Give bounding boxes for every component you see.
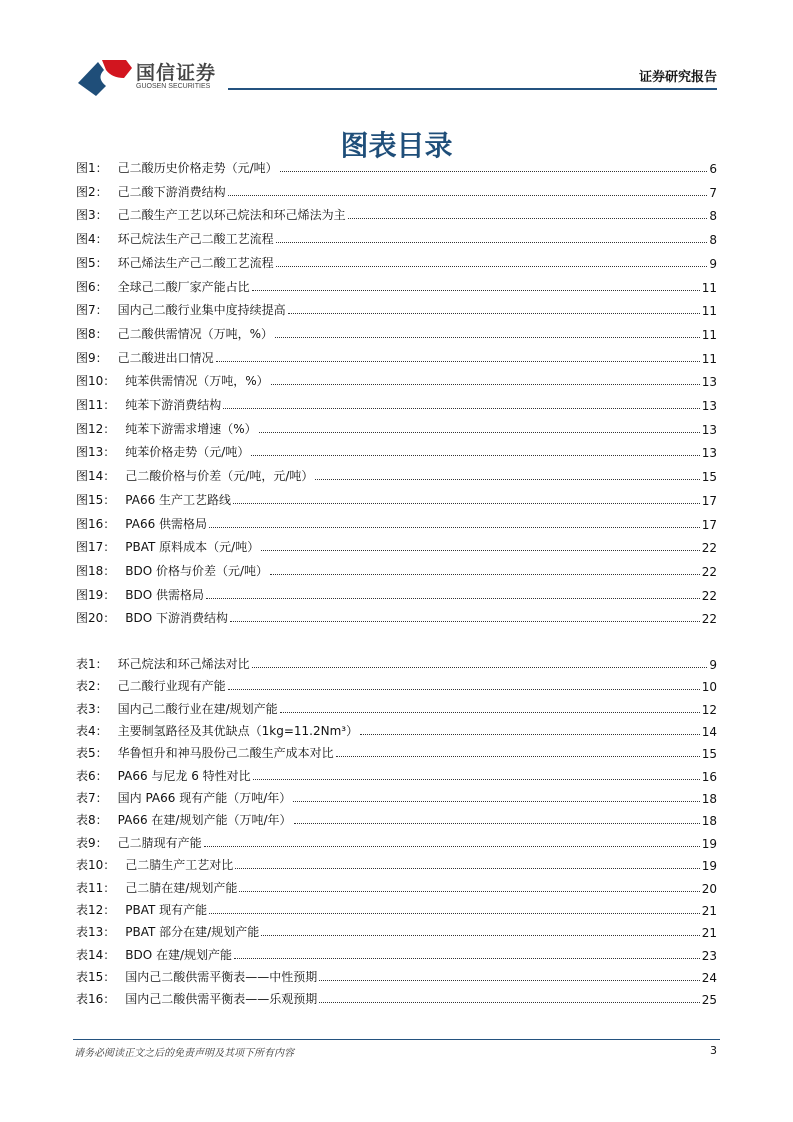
table-toc-entry[interactable] xyxy=(76,878,717,896)
entry-label: 图9： xyxy=(76,350,108,365)
entry-page: 17 xyxy=(701,493,717,508)
leader-dots xyxy=(288,313,700,314)
logo-english-name: GUOSEN SECURITIES xyxy=(136,83,211,90)
entry-label: 图8： xyxy=(76,326,108,341)
entry-page: 24 xyxy=(701,970,717,985)
figure-toc-entry[interactable] xyxy=(76,300,717,318)
entry-page: 18 xyxy=(701,814,717,829)
entry-page: 19 xyxy=(701,859,717,874)
entry-page: 22 xyxy=(701,541,717,556)
entry-label: 表14： xyxy=(76,947,116,962)
leader-dots xyxy=(235,868,699,869)
entry-title: BDO 在建/规划产能 xyxy=(125,947,233,962)
leader-dots xyxy=(360,734,700,735)
entry-title: 环己烯法生产己二酸工艺流程 xyxy=(117,255,274,270)
leader-dots xyxy=(228,195,708,196)
entry-page: 13 xyxy=(701,422,717,437)
figure-toc-entry[interactable] xyxy=(76,277,717,295)
figure-toc-entry[interactable] xyxy=(76,395,717,413)
entry-title: PBAT 部分在建/规划产能 xyxy=(125,925,260,940)
entry-page: 18 xyxy=(701,792,717,807)
entry-page: 15 xyxy=(701,470,717,485)
entry-title: 国内己二酸行业集中度持续提高 xyxy=(117,303,286,318)
table-toc-entry[interactable] xyxy=(76,922,717,940)
entry-label: 图16： xyxy=(76,516,116,531)
entry-title: 己二酸价格与价差（元/吨，元/吨） xyxy=(125,469,314,484)
leader-dots xyxy=(276,242,708,243)
figure-toc-entry[interactable] xyxy=(76,158,717,176)
entry-page: 8 xyxy=(709,233,717,248)
entry-label: 图2： xyxy=(76,184,108,199)
entry-label: 表7： xyxy=(76,791,108,806)
entry-title: 纯苯供需情况（万吨，%） xyxy=(125,374,269,389)
table-toc-entry[interactable] xyxy=(76,676,717,694)
entry-page: 13 xyxy=(701,446,717,461)
entry-title: 主要制氢路径及其优缺点（1kg=11.2Nm³） xyxy=(117,724,359,739)
entry-label: 图20： xyxy=(76,611,116,626)
leader-dots xyxy=(209,913,700,914)
entry-page: 21 xyxy=(701,903,717,918)
entry-page: 17 xyxy=(701,517,717,532)
entry-title: 环己烷法和环己烯法对比 xyxy=(117,657,250,671)
leader-dots xyxy=(280,171,708,172)
entry-page: 22 xyxy=(701,588,717,603)
table-toc-entry[interactable] xyxy=(76,699,717,717)
entry-page: 25 xyxy=(701,993,717,1008)
entry-title: BDO 价格与价差（元/吨） xyxy=(125,563,269,578)
entry-title: 国内己二酸行业在建/规划产能 xyxy=(117,701,278,716)
table-toc-entry[interactable] xyxy=(76,810,717,828)
entry-title: PA66 与尼龙 6 特性对比 xyxy=(117,768,251,783)
leader-dots xyxy=(216,361,700,362)
table-toc-entry[interactable] xyxy=(76,989,717,1007)
entry-label: 图15： xyxy=(76,492,116,507)
entry-title: 己二酸进出口情况 xyxy=(117,350,214,365)
leader-dots xyxy=(223,408,699,409)
figure-toc-entry[interactable] xyxy=(76,490,717,508)
entry-page: 22 xyxy=(701,612,717,627)
leader-dots xyxy=(251,455,699,456)
entry-page: 19 xyxy=(701,836,717,851)
entry-title: 己二酸生产工艺以环己烷法和环己烯法为主 xyxy=(117,208,346,223)
leader-dots xyxy=(271,384,700,385)
entry-page: 12 xyxy=(701,702,717,717)
table-toc-entry[interactable] xyxy=(76,721,717,739)
leader-dots xyxy=(230,621,700,622)
figure-toc-entry[interactable] xyxy=(76,348,717,366)
entry-title: 华鲁恒升和神马股份己二酸生产成本对比 xyxy=(117,746,334,761)
logo-chinese-name: 国信证券 xyxy=(136,62,217,84)
entry-page: 6 xyxy=(709,162,717,176)
leader-dots xyxy=(259,432,700,433)
entry-page: 15 xyxy=(701,747,717,762)
entry-page: 13 xyxy=(701,399,717,413)
entry-page: 22 xyxy=(701,564,717,579)
leader-dots xyxy=(315,479,699,480)
report-type: 证券研究报告 xyxy=(638,70,717,85)
leader-dots xyxy=(204,846,700,847)
entry-title: 己二酸供需情况（万吨，%） xyxy=(117,326,274,341)
entry-label: 表2： xyxy=(76,679,108,694)
entry-label: 图7： xyxy=(76,303,108,318)
entry-title: 环己烷法生产己二酸工艺流程 xyxy=(117,232,274,247)
page-title: 图表目录 xyxy=(340,129,453,162)
entry-label: 图3： xyxy=(76,208,108,223)
entry-title: 纯苯下游消费结构 xyxy=(125,398,222,412)
entry-title: 己二酸历史价格走势（元/吨） xyxy=(117,161,278,175)
entry-title: PA66 供需格局 xyxy=(125,516,208,531)
footer-divider xyxy=(73,1039,720,1040)
entry-label: 表15： xyxy=(76,969,116,984)
entry-page: 11 xyxy=(701,327,717,342)
figure-toc-entry[interactable] xyxy=(76,537,717,555)
entry-title: 纯苯下游需求增速（%） xyxy=(125,421,257,436)
leader-dots xyxy=(280,712,700,713)
entry-title: PBAT 原料成本（元/吨） xyxy=(125,540,260,555)
leader-dots xyxy=(294,823,700,824)
entry-label: 图17： xyxy=(76,540,116,555)
figure-toc-entry[interactable] xyxy=(76,229,717,247)
leader-dots xyxy=(319,1002,699,1003)
entry-label: 表3： xyxy=(76,701,108,716)
leader-dots xyxy=(275,337,700,338)
entry-page: 7 xyxy=(709,185,717,200)
table-toc-entry[interactable] xyxy=(76,788,717,806)
figure-toc-entry[interactable] xyxy=(76,205,717,223)
entry-label: 图5： xyxy=(76,255,108,270)
entry-label: 表13： xyxy=(76,925,116,940)
entry-title: BDO 下游消费结构 xyxy=(125,611,229,626)
entry-title: 己二腈现有产能 xyxy=(117,835,202,850)
entry-title: 国内己二酸供需平衡表——中性预期 xyxy=(125,969,318,984)
leader-dots xyxy=(261,550,700,551)
entry-title: PA66 生产工艺路线 xyxy=(125,492,232,507)
figure-toc-entry[interactable] xyxy=(76,182,717,200)
figure-toc-entry[interactable] xyxy=(76,442,717,460)
entry-label: 图6： xyxy=(76,279,108,294)
entry-page: 11 xyxy=(701,351,717,366)
entry-label: 表11： xyxy=(76,880,116,895)
figure-toc-entry[interactable] xyxy=(76,419,717,437)
entry-label: 表6： xyxy=(76,768,108,783)
table-toc-entry[interactable] xyxy=(76,766,717,784)
entry-label: 图10： xyxy=(76,374,116,389)
entry-title: 己二腈生产工艺对比 xyxy=(125,858,234,873)
entry-page: 14 xyxy=(701,725,717,740)
leader-dots xyxy=(348,218,708,219)
entry-label: 图18： xyxy=(76,563,116,578)
figure-toc-entry[interactable] xyxy=(76,608,717,626)
table-toc-entry[interactable] xyxy=(76,945,717,963)
entry-page: 21 xyxy=(701,926,717,941)
entry-title: 己二酸下游消费结构 xyxy=(117,184,226,199)
entry-title: 己二腈在建/规划产能 xyxy=(125,880,238,895)
leader-dots xyxy=(276,266,708,267)
entry-page: 20 xyxy=(701,881,717,896)
leader-dots xyxy=(336,756,700,757)
entry-title: 国内 PA66 现有产能（万吨/年） xyxy=(117,791,292,806)
figure-toc-entry[interactable] xyxy=(76,585,717,603)
guosen-logo xyxy=(76,56,236,96)
entry-label: 图19： xyxy=(76,587,116,602)
figure-toc-entry[interactable] xyxy=(76,514,717,532)
entry-title: PBAT 现有产能 xyxy=(125,902,208,917)
entry-page: 11 xyxy=(701,280,717,295)
entry-title: 己二酸行业现有产能 xyxy=(117,679,226,694)
entry-label: 表5： xyxy=(76,746,108,761)
entry-title: PA66 在建/规划产能（万吨/年） xyxy=(117,813,292,828)
leader-dots xyxy=(209,527,700,528)
entry-page: 9 xyxy=(709,256,717,271)
entry-page: 8 xyxy=(709,209,717,224)
entry-title: 国内己二酸供需平衡表——乐观预期 xyxy=(125,992,318,1007)
leader-dots xyxy=(319,980,699,981)
table-toc-entry[interactable] xyxy=(76,743,717,761)
figure-toc-entry[interactable] xyxy=(76,371,717,389)
leader-dots xyxy=(206,598,700,599)
leader-dots xyxy=(252,667,708,668)
figure-toc-entry[interactable] xyxy=(76,324,717,342)
entry-label: 表8： xyxy=(76,813,108,828)
table-toc-entry[interactable] xyxy=(76,900,717,918)
figure-toc-entry[interactable] xyxy=(76,561,717,579)
entry-label: 图12： xyxy=(76,421,116,436)
entry-title: 纯苯价格走势（元/吨） xyxy=(125,445,250,460)
table-toc-entry[interactable] xyxy=(76,833,717,851)
leader-dots xyxy=(252,290,700,291)
entry-label: 表10： xyxy=(76,858,116,873)
entry-label: 表12： xyxy=(76,902,116,917)
table-toc-entry[interactable] xyxy=(76,855,717,873)
entry-page: 10 xyxy=(701,680,717,695)
leader-dots xyxy=(261,935,700,936)
header-divider xyxy=(228,88,717,90)
entry-title: BDO 供需格局 xyxy=(125,587,205,602)
entry-title: 全球己二酸厂家产能占比 xyxy=(117,279,250,294)
logo-mark-icon xyxy=(76,56,134,96)
entry-page: 9 xyxy=(709,658,717,672)
entry-page: 13 xyxy=(701,375,717,390)
leader-dots xyxy=(228,689,700,690)
footer-disclaimer: 请务必阅读正文之后的免责声明及其项下所有内容 xyxy=(74,1048,294,1059)
entry-label: 表4： xyxy=(76,724,108,739)
figure-toc-entry[interactable] xyxy=(76,466,717,484)
leader-dots xyxy=(234,958,700,959)
entry-label: 图13： xyxy=(76,445,116,460)
entry-label: 图14： xyxy=(76,469,116,484)
leader-dots xyxy=(239,891,699,892)
entry-label: 表9： xyxy=(76,835,108,850)
entry-page: 23 xyxy=(701,948,717,963)
entry-label: 图11： xyxy=(76,398,116,412)
table-toc-entry[interactable] xyxy=(76,654,717,672)
leader-dots xyxy=(293,801,699,802)
entry-page: 16 xyxy=(701,769,717,784)
entry-label: 表1： xyxy=(76,657,108,671)
figure-toc-entry[interactable] xyxy=(76,253,717,271)
entry-label: 表16： xyxy=(76,992,116,1007)
leader-dots xyxy=(270,574,700,575)
entry-label: 图4： xyxy=(76,232,108,247)
table-toc-entry[interactable] xyxy=(76,967,717,985)
entry-label: 图1： xyxy=(76,161,108,175)
leader-dots xyxy=(233,503,700,504)
page-number: 3 xyxy=(710,1044,717,1057)
leader-dots xyxy=(253,779,700,780)
entry-page: 11 xyxy=(701,304,717,319)
